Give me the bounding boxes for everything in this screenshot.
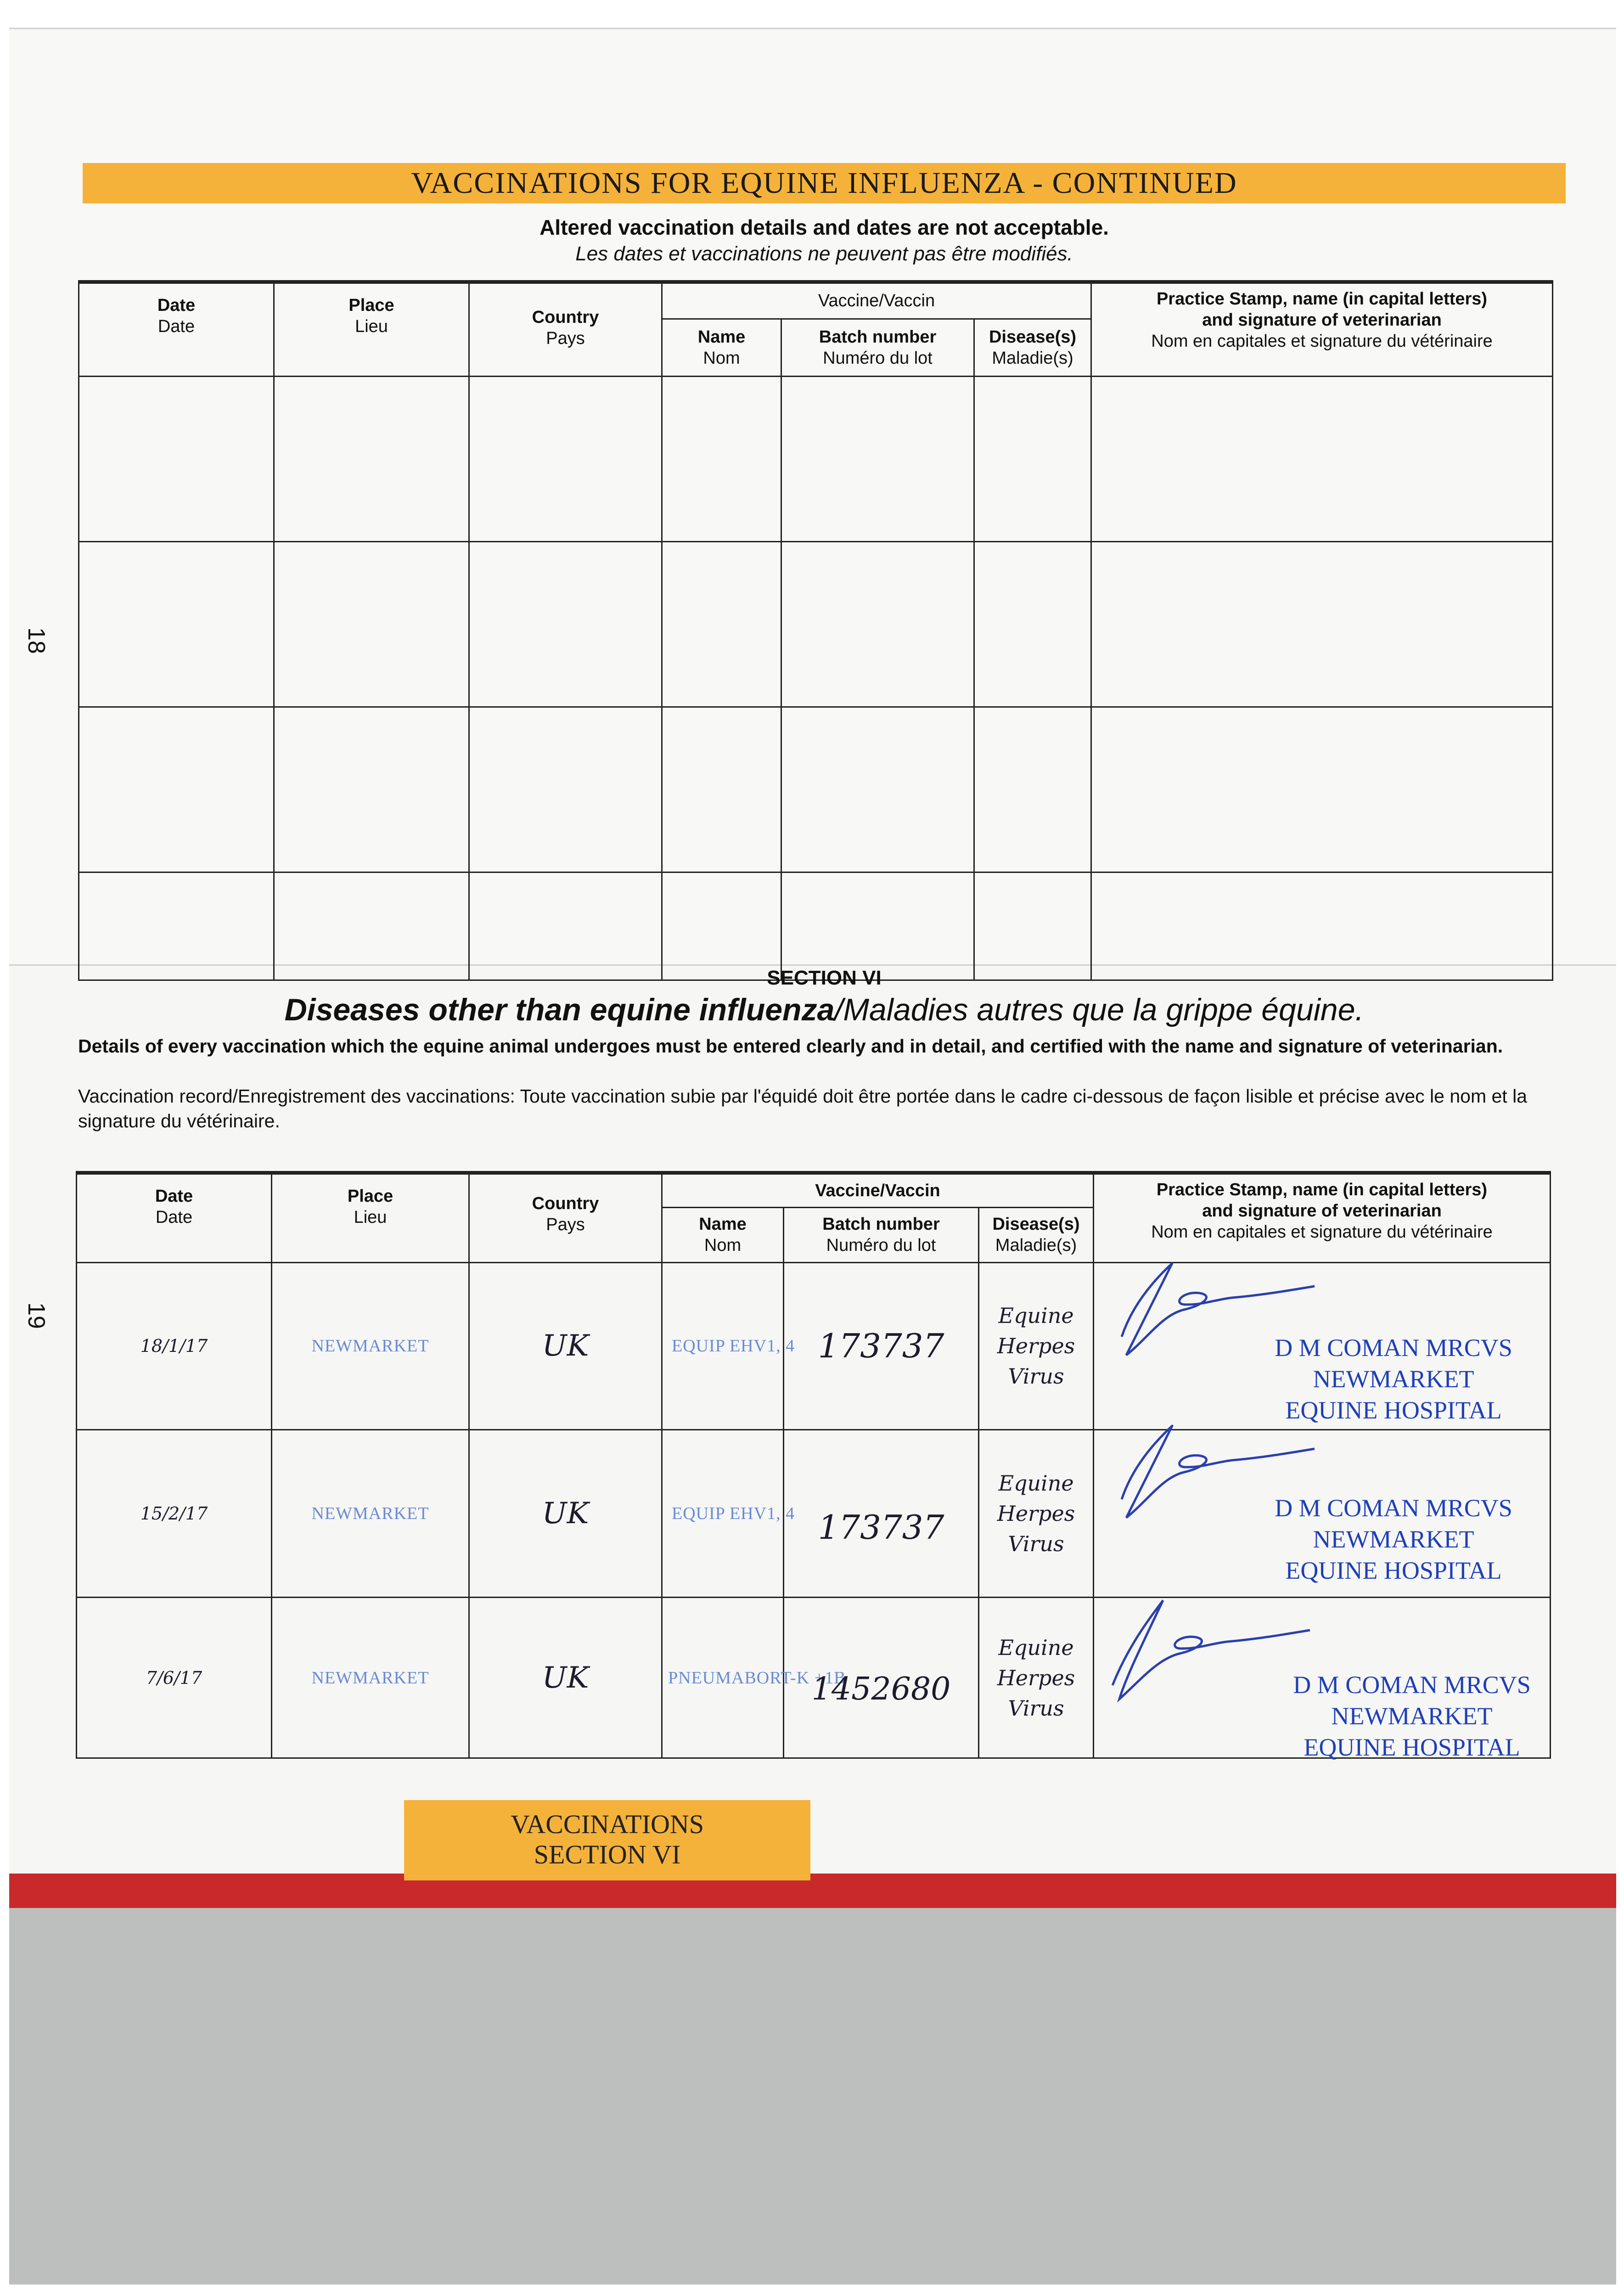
practice-stamp-cell: D M COMAN MRCVS NEWMARKET EQUINE HOSPITAL bbox=[1094, 1262, 1551, 1430]
page-number-18: 18 bbox=[22, 627, 50, 654]
other-vaccinations-table bbox=[76, 1171, 1551, 1759]
vaccination-place: NEWMARKET bbox=[272, 1598, 469, 1758]
disease-cell: Equine Herpes Virus bbox=[979, 1598, 1094, 1758]
vaccine-name: PNEUMABORT-K +1B bbox=[662, 1598, 784, 1758]
header-diseases: Disease(s) Maladie(s) bbox=[979, 1207, 1094, 1262]
section-details-en: Details of every vaccination which the equine animal undergoes must be entered clearly and in detail, and certified with the name and signature of veterinarian. bbox=[78, 1035, 1503, 1057]
vaccination-place: NEWMARKET bbox=[272, 1262, 469, 1430]
header-vaccine-name: Name Nom bbox=[662, 319, 781, 376]
vaccine-name: EQUIP EHV1, 4 bbox=[662, 1262, 784, 1430]
header-vaccine: Vaccine/Vaccin bbox=[662, 1173, 1094, 1207]
header-batch-number: Batch number Numéro du lot bbox=[781, 319, 974, 376]
scan-background bbox=[9, 1908, 1616, 2285]
header-place: Place Lieu bbox=[272, 1173, 469, 1262]
practice-stamp-cell: D M COMAN MRCVS NEWMARKET EQUINE HOSPITAL bbox=[1094, 1598, 1551, 1758]
batch-number: 173737 bbox=[784, 1262, 979, 1430]
vaccination-country: UK bbox=[469, 1430, 662, 1598]
header-practice-stamp: Practice Stamp, name (in capital letters) and signature of veterinarian Nom en capitales et signature du vétérinaire bbox=[1091, 282, 1553, 376]
vaccination-date: 15/2/17 bbox=[77, 1430, 272, 1598]
section-title-fr: /Maladies autres que la grippe équine. bbox=[834, 992, 1364, 1027]
vaccination-place: NEWMARKET bbox=[272, 1430, 469, 1598]
booklet-red-edge bbox=[9, 1874, 1616, 1908]
table-row bbox=[77, 1262, 1551, 1430]
vaccination-country: UK bbox=[469, 1262, 662, 1430]
table-row bbox=[79, 541, 1553, 707]
page-number-19: 19 bbox=[22, 1302, 50, 1329]
influenza-banner: VACCINATIONS FOR EQUINE INFLUENZA - CONTINUED bbox=[83, 163, 1566, 203]
vaccination-date: 7/6/17 bbox=[77, 1598, 272, 1758]
batch-number: 1452680 bbox=[784, 1598, 979, 1758]
section-tab-line1: VACCINATIONS bbox=[510, 1809, 704, 1839]
header-practice-stamp: Practice Stamp, name (in capital letters) and signature of veterinarian Nom en capitales et signature du vétérinaire bbox=[1094, 1173, 1551, 1262]
table-row bbox=[79, 872, 1553, 980]
section-label: SECTION VI bbox=[767, 967, 882, 989]
section-details-fr: Vaccination record/Enregistrement des vaccinations: Toute vaccination subie par l'équidé doit être portée dans le cadre ci-dessous de façon lisible et précise avec le nom et la signature du vétérinaire. bbox=[78, 1086, 1527, 1131]
section-title bbox=[83, 992, 1566, 1028]
header-place: Place Lieu bbox=[274, 282, 469, 376]
header-date: Date Date bbox=[79, 282, 274, 376]
header-country: Country Pays bbox=[469, 282, 662, 376]
header-diseases: Disease(s) Maladie(s) bbox=[974, 319, 1091, 376]
disease-cell: Equine Herpes Virus bbox=[979, 1262, 1094, 1430]
batch-number: 173737 bbox=[784, 1430, 979, 1598]
influenza-note-fr: Les dates et vaccinations ne peuvent pas être modifiés. bbox=[575, 242, 1073, 265]
header-country: Country Pays bbox=[469, 1173, 662, 1262]
header-date: Date Date bbox=[77, 1173, 272, 1262]
section-tab bbox=[404, 1800, 810, 1880]
header-vaccine: Vaccine/Vaccin bbox=[662, 282, 1091, 319]
practice-stamp-cell: D M COMAN MRCVS NEWMARKET EQUINE HOSPITAL bbox=[1094, 1430, 1551, 1598]
table-row bbox=[79, 707, 1553, 872]
section-tab-line2: SECTION VI bbox=[534, 1840, 681, 1869]
table-row bbox=[79, 376, 1553, 541]
vaccine-name: EQUIP EHV1, 4 bbox=[662, 1430, 784, 1598]
header-batch-number: Batch number Numéro du lot bbox=[784, 1207, 979, 1262]
table-row bbox=[77, 1430, 1551, 1598]
section-title-en: Diseases other than equine influenza bbox=[284, 992, 835, 1027]
disease-cell: Equine Herpes Virus bbox=[979, 1430, 1094, 1598]
influenza-note-en: Altered vaccination details and dates are not acceptable. bbox=[539, 215, 1109, 239]
influenza-vaccination-table bbox=[78, 280, 1553, 981]
header-vaccine-name: Name Nom bbox=[662, 1207, 784, 1262]
vaccination-date: 18/1/17 bbox=[77, 1262, 272, 1430]
vaccination-country: UK bbox=[469, 1598, 662, 1758]
table-row bbox=[77, 1598, 1551, 1758]
